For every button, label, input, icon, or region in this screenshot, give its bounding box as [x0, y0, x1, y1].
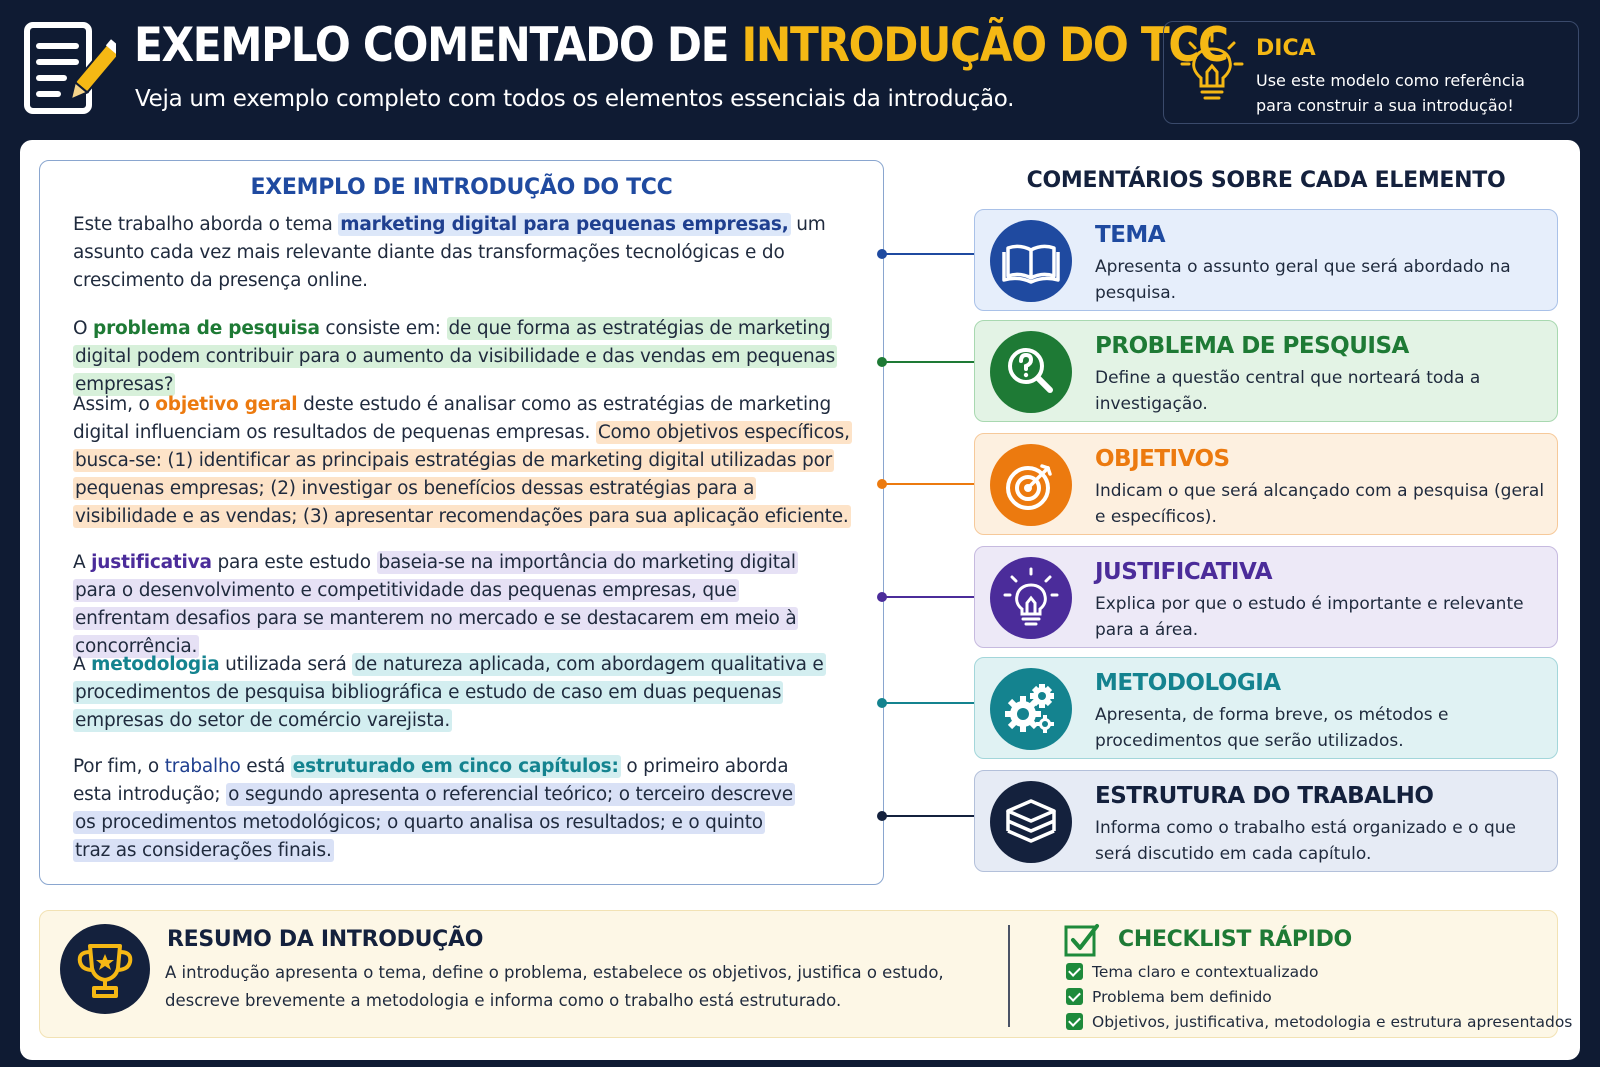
stack-icon	[990, 781, 1072, 863]
highlight-objetivos: Como objetivos específicos, busca-se: (1) identificar as principais estratégias de marketing digital utilizadas por pequenas empresas; (2) investigar os benefícios dessas estratégias para a visibilidade e as vendas; (3) apresentar recomendações para sua aplicação eficiente.	[75, 422, 850, 527]
paragraph-objetivos: Assim, o objetivo geral deste estudo é analisar como as estratégias de marketing digital influenciam os resultados de pequenas empresas. Como objetivos específicos, busca-se: (1) identificar as principais estratégias de marketing digital utilizadas por pequenas empresas; (2) investigar os benefícios dessas estratégias para a visibilidade e as vendas; (3) apresentar recomendações para sua aplicação eficiente.	[73, 394, 850, 527]
checkbox-icon	[1066, 1013, 1083, 1030]
card-text: Apresenta o assunto geral que será abordado na pesquisa.	[1095, 257, 1511, 303]
card-title: PROBLEMA DE PESQUISA	[1095, 333, 1409, 359]
paragraph-metodologia: A metodologia utilizada será de natureza aplicada, com abordagem qualitativa e procedimentos de pesquisa bibliográfica e estudo de caso em duas pequenas empresas do setor de comércio varejista.	[73, 654, 824, 731]
document-pencil-icon	[24, 22, 116, 116]
comments-title: COMENTÁRIOS SOBRE CADA ELEMENTO	[1026, 168, 1506, 193]
page-title: EXEMPLO COMENTADO DE INTRODUÇÃO DO TCC	[134, 18, 1228, 73]
checkmark-box-icon	[1064, 923, 1100, 957]
gears-icon	[990, 668, 1072, 750]
keyword-metodologia: metodologia	[91, 654, 220, 675]
trophy-icon	[60, 924, 150, 1014]
highlight-metodologia: de natureza aplicada, com abordagem qualitativa e procedimentos de pesquisa bibliográfica e estudo de caso em duas pequenas empresas do setor de comércio varejista.	[75, 654, 824, 731]
summary-title: RESUMO DA INTRODUÇÃO	[167, 927, 484, 952]
card-title: JUSTIFICATIVA	[1095, 559, 1272, 585]
checkbox-icon	[1066, 963, 1083, 980]
example-title: EXEMPLO DE INTRODUÇÃO DO TCC	[250, 175, 673, 200]
checklist-item: Tema claro e contextualizado	[1066, 963, 1318, 981]
example-box	[39, 160, 884, 885]
highlight-justificativa: baseia-se na importância do marketing digital para o desenvolvimento e competitividade das pequenas empresas, que enfrentam desafios para se manterem no mercado e se destacarem em meio à concorrência.	[75, 552, 797, 657]
keyword-problema: problema de pesquisa	[93, 318, 320, 339]
book-icon	[990, 220, 1072, 302]
highlight-estrutura-detalhes: o segundo apresenta o referencial teórico; o terceiro descreve os procedimentos metodológicos; o quarto analisa os resultados; e o quinto traz as considerações finais.	[75, 784, 793, 861]
checklist-item: Objetivos, justificativa, metodologia e estrutura apresentados	[1066, 1013, 1572, 1031]
card-text: Explica por que o estudo é importante e relevante para a área.	[1095, 594, 1524, 640]
highlight-estrutura-capitulos: estruturado em cinco capítulos:	[292, 756, 619, 777]
card-estrutura	[974, 770, 1558, 872]
card-title: METODOLOGIA	[1095, 670, 1281, 696]
lightbulb-icon	[1180, 32, 1244, 106]
paragraph-estrutura: Por fim, o trabalho está estruturado em cinco capítulos: o primeiro aborda esta introdução; o segundo apresenta o referencial teórico; o terceiro descreve os procedimentos metodológicos; o quarto analisa os resultados; e o quinto traz as considerações finais.	[73, 756, 793, 861]
keyword-objetivo: objetivo geral	[155, 394, 298, 415]
card-text: Define a questão central que norteará toda a investigação.	[1095, 368, 1481, 414]
divider	[1008, 925, 1010, 1027]
highlight-problema: de que forma as estratégias de marketing digital podem contribuir para o aumento da visibilidade e das vendas em pequenas empresas?	[75, 318, 836, 395]
card-title: ESTRUTURA DO TRABALHO	[1095, 783, 1434, 809]
paragraph-justificativa: A justificativa para este estudo baseia-se na importância do marketing digital para o desenvolvimento e competitividade das pequenas empresas, que enfrentam desafios para se manterem no mercado e se destacarem em meio à concorrência.	[73, 552, 797, 657]
checklist-item: Problema bem definido	[1066, 988, 1272, 1006]
checklist-title: CHECKLIST RÁPIDO	[1118, 927, 1352, 952]
card-tema	[974, 209, 1558, 311]
connector-justificativa	[876, 591, 976, 603]
tip-box	[1163, 21, 1579, 124]
header	[0, 0, 1600, 138]
keyword-trabalho: trabalho	[164, 756, 241, 777]
question-magnifier-icon	[990, 331, 1072, 413]
connector-problema	[876, 356, 976, 368]
tip-text: Use este modelo como referência para construir a sua introdução!	[1256, 71, 1525, 115]
target-icon	[990, 444, 1072, 526]
tip-title: DICA	[1256, 36, 1316, 61]
connector-objetivos	[876, 478, 976, 490]
card-problema	[974, 320, 1558, 422]
connector-estrutura	[876, 810, 976, 822]
paragraph-tema: Este trabalho aborda o tema marketing digital para pequenas empresas, um assunto cada vez mais relevante diante das transformações tecnológicas e do crescimento da presença online.	[73, 214, 826, 291]
card-justificativa	[974, 546, 1558, 648]
keyword-justificativa: justificativa	[91, 552, 212, 573]
card-title: TEMA	[1095, 222, 1166, 248]
lightbulb-icon	[990, 557, 1072, 639]
card-text: Apresenta, de forma breve, os métodos e procedimentos que serão utilizados.	[1095, 705, 1449, 751]
paragraph-problema: O problema de pesquisa consiste em: de que forma as estratégias de marketing digital podem contribuir para o aumento da visibilidade e das vendas em pequenas empresas?	[73, 318, 836, 395]
card-text: Informa como o trabalho está organizado e o que será discutido em cada capítulo.	[1095, 818, 1516, 864]
card-objetivos	[974, 433, 1558, 535]
connector-metodologia	[876, 697, 976, 709]
card-title: OBJETIVOS	[1095, 446, 1230, 472]
summary-text: A introdução apresenta o tema, define o problema, estabelece os objetivos, justifica o estudo, descreve brevemente a metodologia e informa como o trabalho está estruturado.	[165, 963, 944, 1010]
card-metodologia	[974, 657, 1558, 759]
card-text: Indicam o que será alcançado com a pesquisa (geral e específicos).	[1095, 481, 1545, 527]
page-subtitle: Veja um exemplo completo com todos os elementos essenciais da introdução.	[135, 86, 1015, 112]
summary-box	[39, 910, 1573, 1038]
highlight-tema: marketing digital para pequenas empresas,	[340, 214, 789, 235]
checkbox-icon	[1066, 988, 1083, 1005]
connector-tema	[876, 248, 976, 260]
